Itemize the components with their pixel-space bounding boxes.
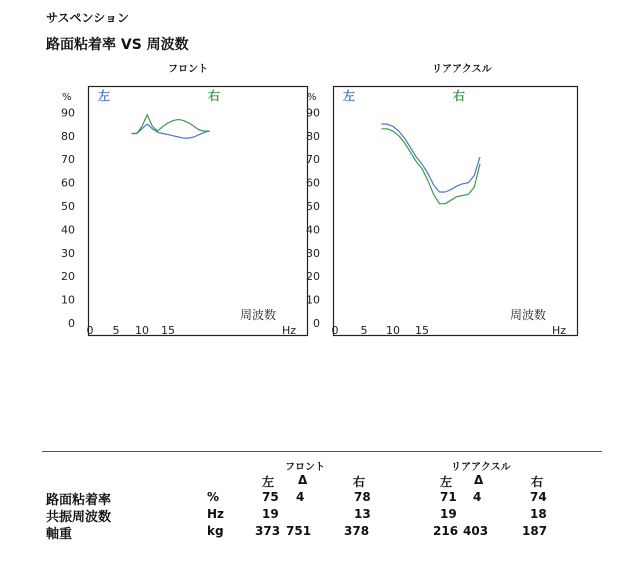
x-axis-label: 周波数: [509, 308, 546, 322]
table-cell: 4: [473, 490, 482, 504]
table-cell: 4: [296, 490, 305, 504]
y-tick-label: 20: [306, 270, 320, 284]
divider: [42, 451, 602, 452]
page-title: 路面粘着率 VS 周波数: [46, 37, 189, 53]
table-col-header: Δ: [474, 473, 484, 487]
y-tick-label: 70: [306, 153, 320, 167]
row-label: 路面粘着率: [46, 493, 112, 508]
table-cell: 13: [354, 507, 371, 521]
y-axis-unit: %: [307, 92, 317, 103]
x-tick-label: 5: [360, 324, 368, 337]
x-tick-label: 15: [415, 324, 429, 337]
y-tick-label: 50: [61, 200, 75, 213]
x-tick-label: 15: [161, 324, 175, 337]
x-tick-label: 10: [135, 324, 149, 337]
row-unit: Hz: [207, 507, 225, 521]
x-tick-label: 10: [386, 324, 400, 337]
table-group-rear: リアアクスル: [451, 462, 511, 473]
y-tick-label: 60: [61, 176, 75, 190]
y-tick-label: 90: [61, 106, 75, 120]
y-tick-label: 40: [306, 223, 320, 237]
y-tick-label: 80: [61, 129, 75, 143]
legend-right: 右: [208, 89, 221, 103]
table-col-header: Δ: [298, 473, 308, 487]
row-label: 軸重: [46, 527, 73, 542]
chart-title-front: フロント: [168, 64, 208, 75]
y-tick-label: 30: [306, 246, 320, 260]
y-tick-label: 70: [61, 153, 75, 167]
plot-frame: [86, 87, 308, 337]
table-cell: 71: [440, 490, 457, 504]
y-tick-label: 20: [61, 270, 75, 284]
y-tick-label: 60: [306, 176, 320, 190]
table-cell: 403: [463, 524, 489, 538]
row-label: 共振周波数: [46, 510, 112, 525]
table-col-header: 左: [262, 475, 275, 489]
table-cell: 187: [522, 524, 548, 538]
row-unit: kg: [207, 524, 224, 538]
table-cell: 75: [262, 490, 279, 504]
table-cell: 216: [433, 524, 459, 538]
table-cell: 19: [440, 507, 457, 521]
table-col-header: 右: [531, 475, 544, 489]
y-tick-label: 30: [61, 246, 75, 260]
x-tick-label: 5: [112, 324, 120, 337]
legend-left: 左: [343, 89, 356, 103]
y-axis-unit: %: [62, 92, 72, 103]
table-cell: 74: [530, 490, 547, 504]
chart-front: [61, 86, 308, 337]
table-cell: 751: [286, 524, 312, 538]
legend-left: 左: [98, 89, 111, 103]
table-group-front: フロント: [285, 462, 325, 473]
series-line: [381, 129, 480, 204]
y-tick-label: 0: [313, 317, 320, 330]
x-axis-unit: Hz: [551, 324, 566, 337]
table-col-header: 左: [440, 475, 453, 489]
y-tick-label: 50: [306, 200, 320, 213]
x-tick-label: 0: [331, 324, 339, 337]
series-line: [132, 124, 210, 138]
legend-right: 右: [453, 89, 466, 103]
y-tick-label: 90: [306, 106, 320, 120]
x-axis-unit: Hz: [281, 324, 296, 337]
y-tick-label: 10: [306, 293, 320, 307]
y-tick-label: 0: [68, 317, 75, 330]
row-unit: %: [207, 490, 220, 504]
table-cell: 19: [262, 507, 279, 521]
series-line: [132, 115, 210, 134]
table-cell: 373: [255, 524, 281, 538]
section-title: サスペンション: [46, 11, 129, 25]
table-col-header: 右: [353, 475, 366, 489]
plot-frame: [331, 87, 578, 337]
y-tick-label: 80: [306, 129, 320, 143]
chart-title-rear: リアアクスル: [432, 64, 492, 75]
y-tick-label: 10: [61, 293, 75, 307]
x-tick-label: 0: [86, 324, 94, 337]
table-cell: 378: [344, 524, 370, 538]
table-cell: 78: [354, 490, 371, 504]
chart-rear: [306, 86, 578, 337]
x-axis-label: 周波数: [239, 308, 276, 322]
y-tick-label: 40: [61, 223, 75, 237]
table-cell: 18: [530, 507, 547, 521]
